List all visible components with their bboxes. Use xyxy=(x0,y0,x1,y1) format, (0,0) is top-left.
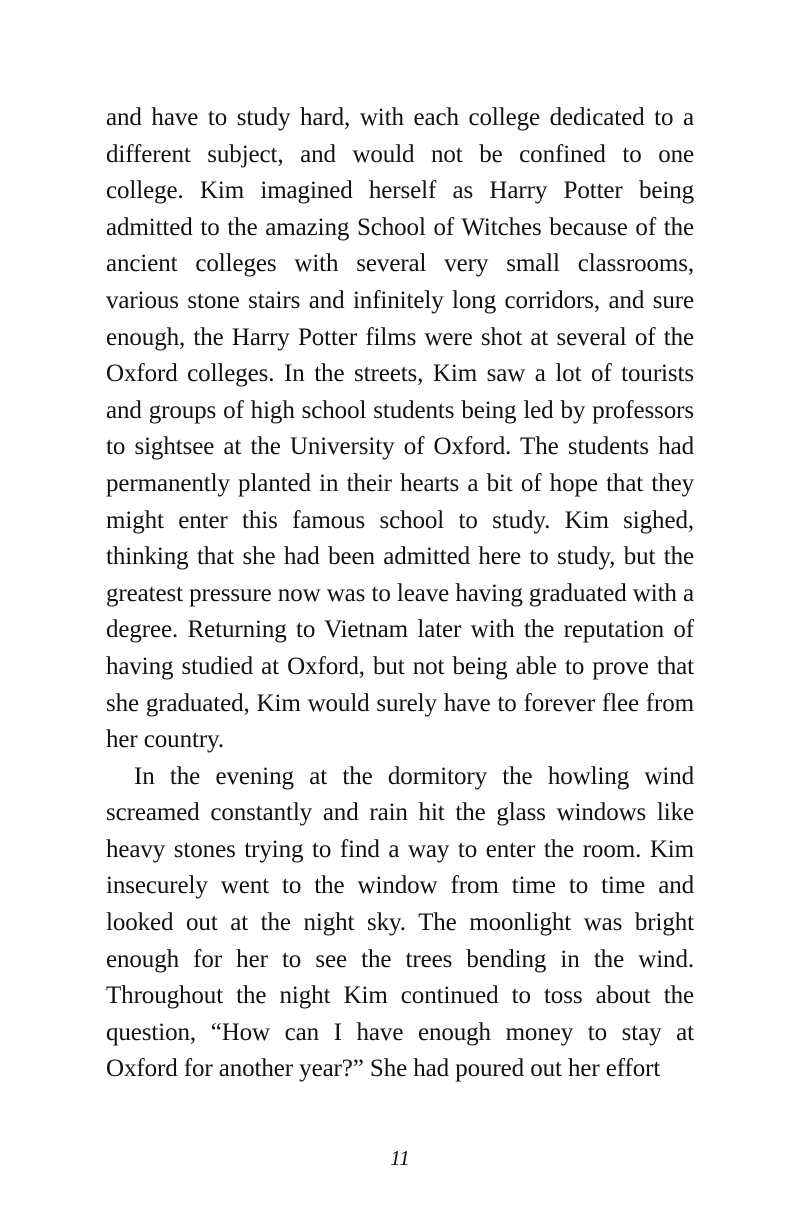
page-body xyxy=(106,100,694,1088)
paragraph-continued: and have to study hard, with each college dedicated to a different subject, and would not be confined to one college. Kim imagined herself as Harry Potter being admitted to the amazing School of Witches because of the ancient colleges with several very small classrooms, various stone stairs and infinitely long corridors, and sure enough, the Harry Potter films were shot at several of the Oxford colleges. In the streets, Kim saw a lot of tourists and groups of high school students being led by professors to sightsee at the University of Oxford. The students had permanently planted in their hearts a bit of hope that they might enter this famous school to study. Kim sighed, thinking that she had been admitted here to study, but the greatest pressure now was to leave having graduated with a degree. Returning to Vietnam later with the reputation of having studied at Oxford, but not being able to prove that she graduated, Kim would surely have to forever flee from her country. xyxy=(106,104,694,754)
page-number: 11 xyxy=(390,1146,410,1170)
paragraph-dormitory-evening: In the evening at the dormitory the howling wind screamed constantly and rain hit the glass windows like heavy stones trying to find a way to enter the room. Kim insecurely went to the window from time to time and looked out at the night sky. The moonlight was bright enough for her to see the trees bending in the wind. Throughout the night Kim continued to toss about the question, “How can I have enough money to stay at Oxford for another year?” She had poured out her effort xyxy=(106,762,694,1083)
